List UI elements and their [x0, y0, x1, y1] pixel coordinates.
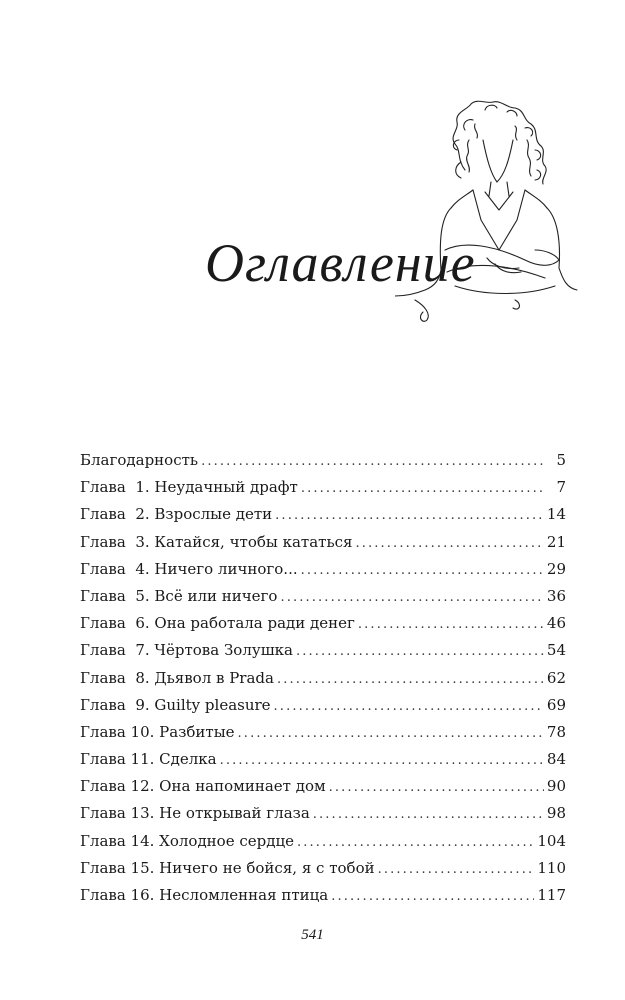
toc-entry: [80, 855, 566, 882]
toc-entry-page: 21: [546, 532, 566, 551]
toc-entry: [80, 501, 566, 528]
toc-leader-dots: [280, 584, 543, 610]
toc-leader-dots: [275, 502, 544, 528]
toc-entry: [80, 556, 566, 583]
toc-entry-page: 90: [546, 777, 566, 796]
toc-entry-title: Глава 14. Холодное сердце: [80, 831, 294, 850]
table-of-contents: [80, 447, 566, 909]
toc-entry-title: Глава 7. Чёртова Золушка: [80, 641, 293, 660]
toc-entry: [80, 828, 566, 855]
toc-leader-dots: [238, 720, 544, 746]
toc-leader-dots: [329, 774, 544, 800]
toc-entry: [80, 447, 566, 474]
toc-entry-title: Глава 5. Всё или ничего: [80, 586, 278, 605]
toc-entry-title: Глава 9. Guilty pleasure: [80, 695, 271, 714]
toc-leader-dots: [331, 883, 534, 909]
toc-entry-page: 104: [537, 831, 566, 850]
toc-entry: [80, 719, 566, 746]
toc-entry-page: 54: [546, 641, 566, 660]
toc-entry-page: 98: [546, 804, 566, 823]
toc-leader-dots: [301, 557, 544, 583]
toc-leader-dots: [274, 693, 544, 719]
toc-entry-title: Глава 2. Взрослые дети: [80, 505, 273, 524]
toc-leader-dots: [355, 530, 543, 556]
toc-entry: [80, 529, 566, 556]
toc-leader-dots: [297, 829, 534, 855]
page-number: 541: [301, 927, 324, 943]
page-title: Оглавление: [205, 233, 476, 293]
toc-entry-title: Глава 8. Дьявол в Prada: [80, 668, 274, 687]
toc-leader-dots: [378, 856, 535, 882]
toc-entry-page: 62: [546, 668, 566, 687]
toc-entry-page: 7: [556, 478, 566, 497]
toc-entry-title: Глава 3. Катайся, чтобы кататься: [80, 532, 353, 551]
toc-entry-title: Глава 11. Сделка: [80, 750, 217, 769]
toc-entry: [80, 746, 566, 773]
toc-entry-page: 84: [546, 750, 566, 769]
toc-leader-dots: [358, 611, 544, 637]
toc-entry-title: Благодарность: [80, 451, 199, 469]
toc-entry-page: 29: [546, 559, 566, 578]
toc-entry: [80, 800, 566, 827]
toc-entry-title: Глава 6. Она работала ради денег: [80, 614, 355, 633]
toc-entry-title: Глава 1. Неудачный драфт: [80, 478, 298, 497]
toc-entry-page: 36: [546, 586, 566, 605]
toc-leader-dots: [296, 638, 544, 664]
toc-entry: [80, 773, 566, 800]
toc-entry-page: 110: [537, 858, 566, 877]
toc-entry-title: Глава 15. Ничего не бойся, я с тобой: [80, 858, 375, 877]
toc-entry: [80, 665, 566, 692]
toc-entry: [80, 610, 566, 637]
toc-entry-page: 5: [556, 451, 566, 469]
toc-leader-dots: [277, 666, 544, 692]
toc-entry: [80, 692, 566, 719]
toc-entry-page: 117: [537, 886, 566, 904]
toc-entry-title: Глава 4. Ничего личного...: [80, 559, 298, 578]
toc-entry: [80, 637, 566, 664]
toc-leader-dots: [201, 448, 545, 474]
toc-entry-title: Глава 10. Разбитые: [80, 722, 235, 741]
toc-entry: [80, 583, 566, 610]
toc-leader-dots: [301, 475, 545, 501]
toc-entry-title: Глава 12. Она напоминает дом: [80, 777, 326, 796]
toc-entry-page: 46: [546, 614, 566, 633]
toc-entry-page: 14: [546, 505, 566, 524]
toc-entry: [80, 882, 566, 909]
toc-leader-dots: [313, 801, 544, 827]
toc-entry-title: Глава 13. Не открывай глаза: [80, 804, 310, 823]
toc-entry-page: 69: [546, 695, 566, 714]
toc-entry: [80, 474, 566, 501]
toc-entry-title: Глава 16. Несломленная птица: [80, 886, 329, 904]
woman-crossed-arms-illustration-icon: [395, 100, 585, 330]
toc-leader-dots: [220, 747, 544, 773]
toc-entry-page: 78: [546, 722, 566, 741]
